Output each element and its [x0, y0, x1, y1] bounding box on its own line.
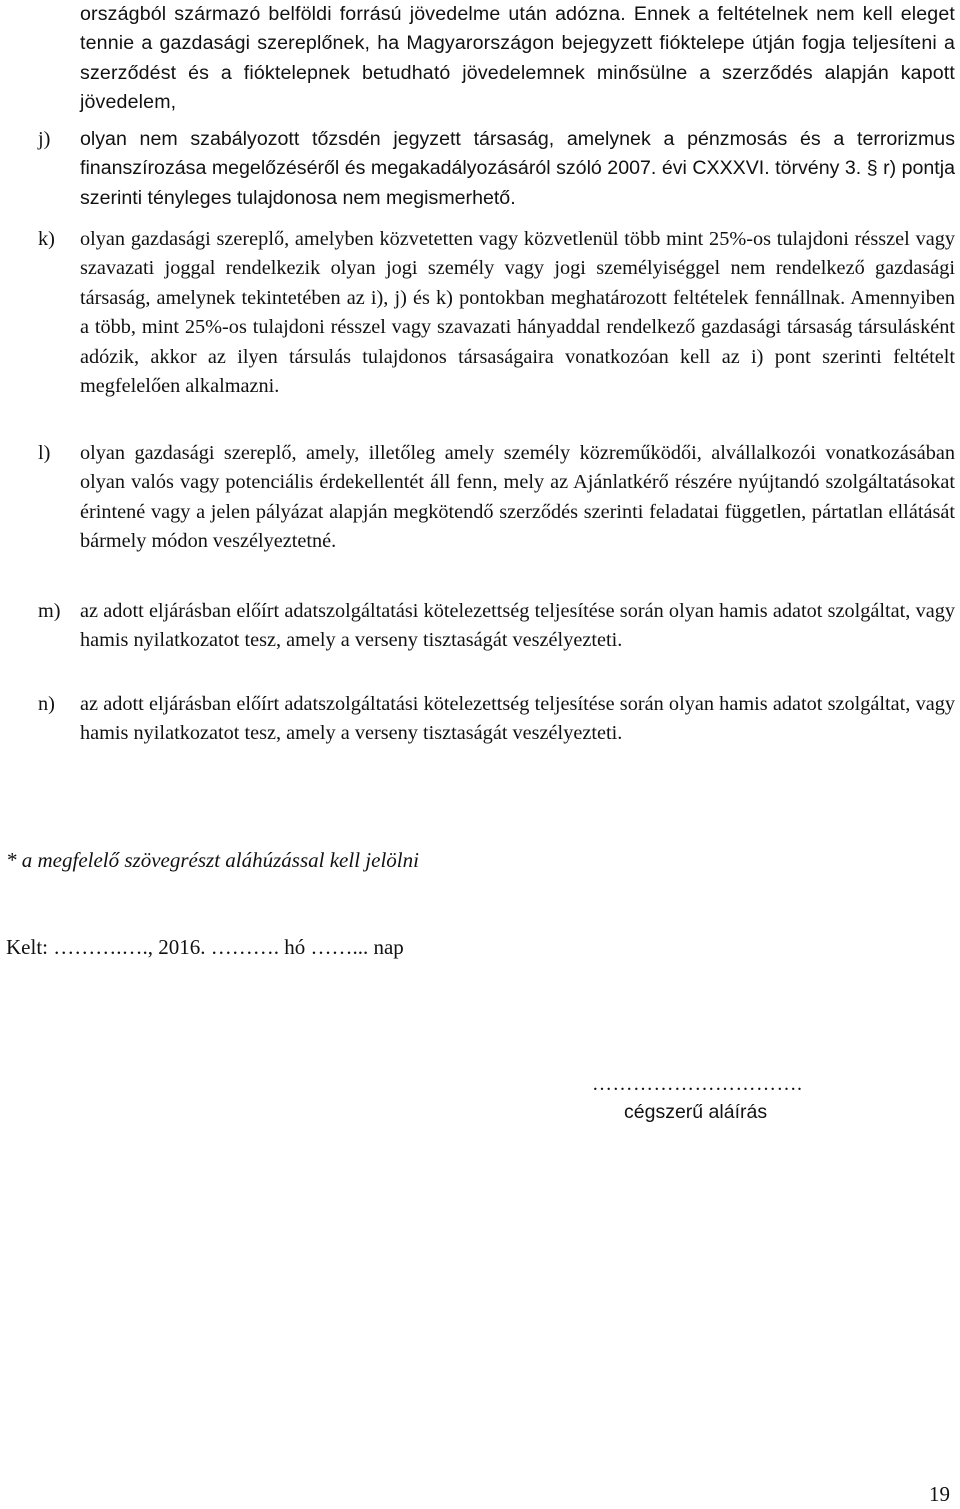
- list-item-text: olyan gazdasági szereplő, amely, illetőleg amely személy közreműködői, alvállalkozói vonatkozásában olyan valós vagy potenciális érdekellentét áll fenn, mely az Ajánlatkérő részére nyújtandó szolgáltatásokat érintené vagy a jelen pályázat alapján megkötendő szerződés szerinti feladatai független, pártatlan ellátását bármely módon veszélyeztetné.: [80, 442, 955, 553]
- list-marker: m): [38, 600, 61, 622]
- list-item-text: az adott eljárásban előírt adatszolgáltatási kötelezettség teljesítése során olyan hamis adatot szolgáltat, vagy hamis nyilatkozatot tesz, amely a verseny tisztaságát veszélyezteti.: [80, 693, 955, 745]
- signature-label: cégszerű aláírás: [624, 1101, 768, 1123]
- page-number: 19: [929, 1482, 950, 1506]
- date-line: Kelt: ……….…., 2016. ………. hó ……... nap: [6, 935, 404, 959]
- list-item-text: olyan gazdasági szereplő, amelyben közvetetten vagy közvetlenül több mint 25%-os tulajdoni résszel vagy szavazati joggal rendelkezik olyan jogi személy vagy jogi személyiséggel nem rendelkező gazdasági társaság, amelynek tekintetében az i), j) és k) pontokban meghatározott feltételek fennállnak. Amennyiben a több, mint 25%-os tulajdoni résszel vagy szavazati hányaddal rendelkező gazdasági társaság társulásként adózik, akkor az ilyen társulás tulajdonos társaságaira vonatkozóan kell az i) pont szerinti feltételt megfelelően alkalmazni.: [80, 228, 955, 398]
- list-marker: k): [38, 228, 55, 250]
- signature-line: ………………………….: [592, 1073, 803, 1095]
- list-item-text: az adott eljárásban előírt adatszolgáltatási kötelezettség teljesítése során olyan hamis adatot szolgáltat, vagy hamis nyilatkozatot tesz, amely a verseny tisztaságát veszélyezteti.: [80, 600, 955, 652]
- list-marker: j): [38, 128, 51, 150]
- intro-paragraph: országból származó belföldi forrású jövedelme után adózna. Ennek a feltételnek nem kell eleget tennie a gazdasági szereplőnek, ha Magyarországon bejegyzett fióktelepe útján fogja teljesíteni a szerződést és a fióktelepnek betudható jövedelemnek minősülne a szerződés alapján kapott jövedelem,: [80, 3, 955, 114]
- list-marker: l): [38, 442, 51, 464]
- list-marker: n): [38, 693, 55, 715]
- list-item-text: olyan nem szabályozott tőzsdén jegyzett társaság, amelynek a pénzmosás és a terrorizmus finanszírozása megelőzéséről és megakadályozásáról szóló 2007. évi CXXXVI. törvény 3. § r) pontja szerinti tényleges tulajdonosa nem megismerhető.: [80, 128, 955, 209]
- underline-note: * a megfelelő szövegrészt aláhúzással kell jelölni: [6, 848, 419, 872]
